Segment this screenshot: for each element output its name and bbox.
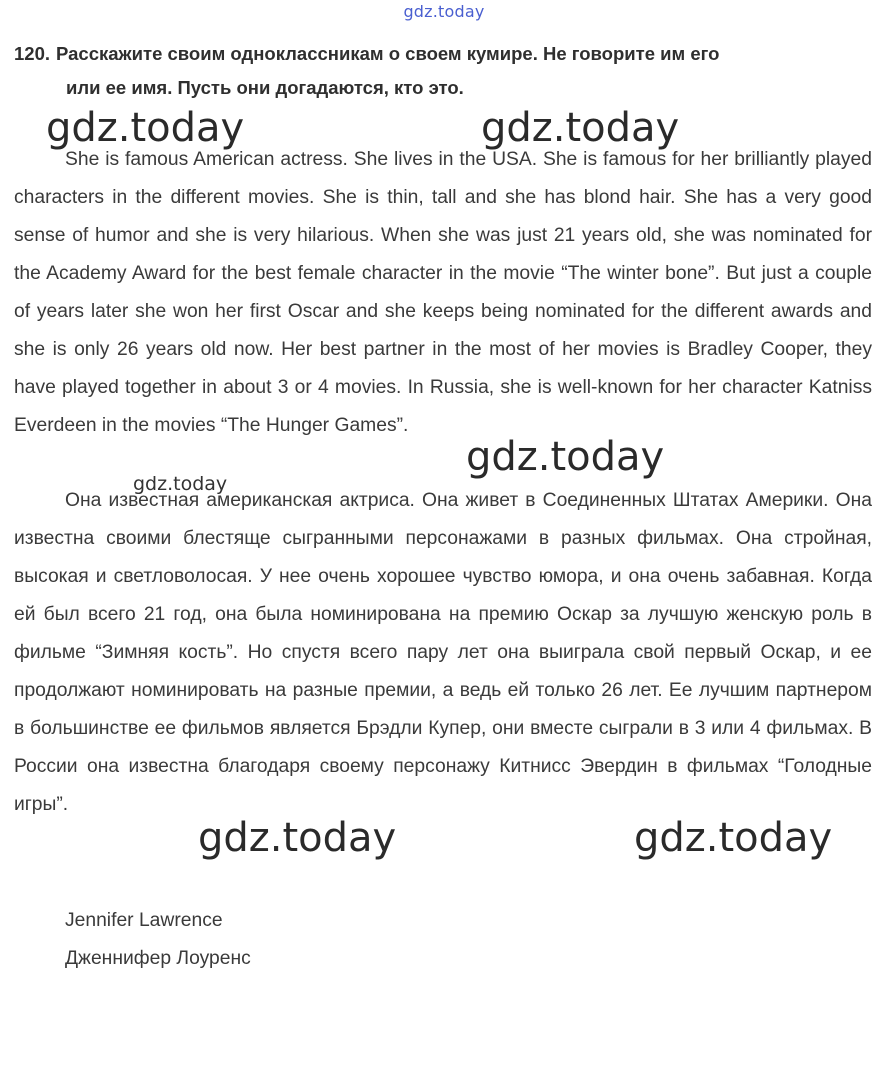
watermark: gdz.today — [133, 473, 228, 495]
watermark: gdz.today — [46, 105, 245, 151]
task-number: 120. — [14, 43, 51, 64]
english-answer-paragraph: She is famous American actress. She lives in the USA. She is famous for her brilliantly played characters in the different movies. She is thin, tall and she has blond hair. She has a very good sense of humor and she is very hilarious. When she was just 21 years old, she was nominated for the Academy Award for the best female character in the movie “The winter bone”. But just a couple of years later she won her first Oscar and she keeps being nominated for the different awards and she is only 26 years old now. Her best partner in the most of her movies is Bradley Cooper, they have played together in about 3 or 4 movies. In Russia, she is well-known for her character Katniss Everdeen in the movies “The Hunger Games”. — [14, 149, 872, 436]
answer-name-english: Jennifer Lawrence — [65, 910, 223, 931]
answer-name-russian: Дженнифер Лоуренс — [65, 948, 251, 969]
watermark: gdz.today — [466, 434, 665, 480]
answer-block — [65, 902, 251, 978]
watermark: gdz.today — [481, 105, 680, 151]
task-prompt-line1: Расскажите своим одноклассникам о своем кумире. Не говорите им его — [56, 43, 720, 64]
task-heading — [14, 36, 876, 106]
watermark: gdz.today — [198, 815, 397, 861]
russian-answer-paragraph: Она известная американская актриса. Она живет в Соединенных Штатах Америки. Она известна своими блестяще сыгранными персонажами в разных фильмах. Она стройная, высокая и светловолосая. У нее очень хорошее чувство юмора, и она очень забавная. Когда ей был всего 21 год, она была номинирована на премию Оскар за лучшую женскую роль в фильме “Зимняя кость”. Но спустя всего пару лет она выиграла свой первый Оскар, и ее продолжают номинировать на разные премии, а ведь ей только 26 лет. Ее лучшим партнером в большинстве ее фильмов является Брэдли Купер, они вместе сыграли в 3 или 4 фильмах. В России она известна благодаря своему персонажу Китнисс Эвердин в фильмах “Голодные игры”. — [14, 490, 872, 815]
task-prompt-line2: или ее имя. Пусть они догадаются, кто это. — [66, 77, 464, 98]
watermark: gdz.today — [634, 815, 833, 861]
site-watermark-top: gdz.today — [403, 2, 485, 21]
